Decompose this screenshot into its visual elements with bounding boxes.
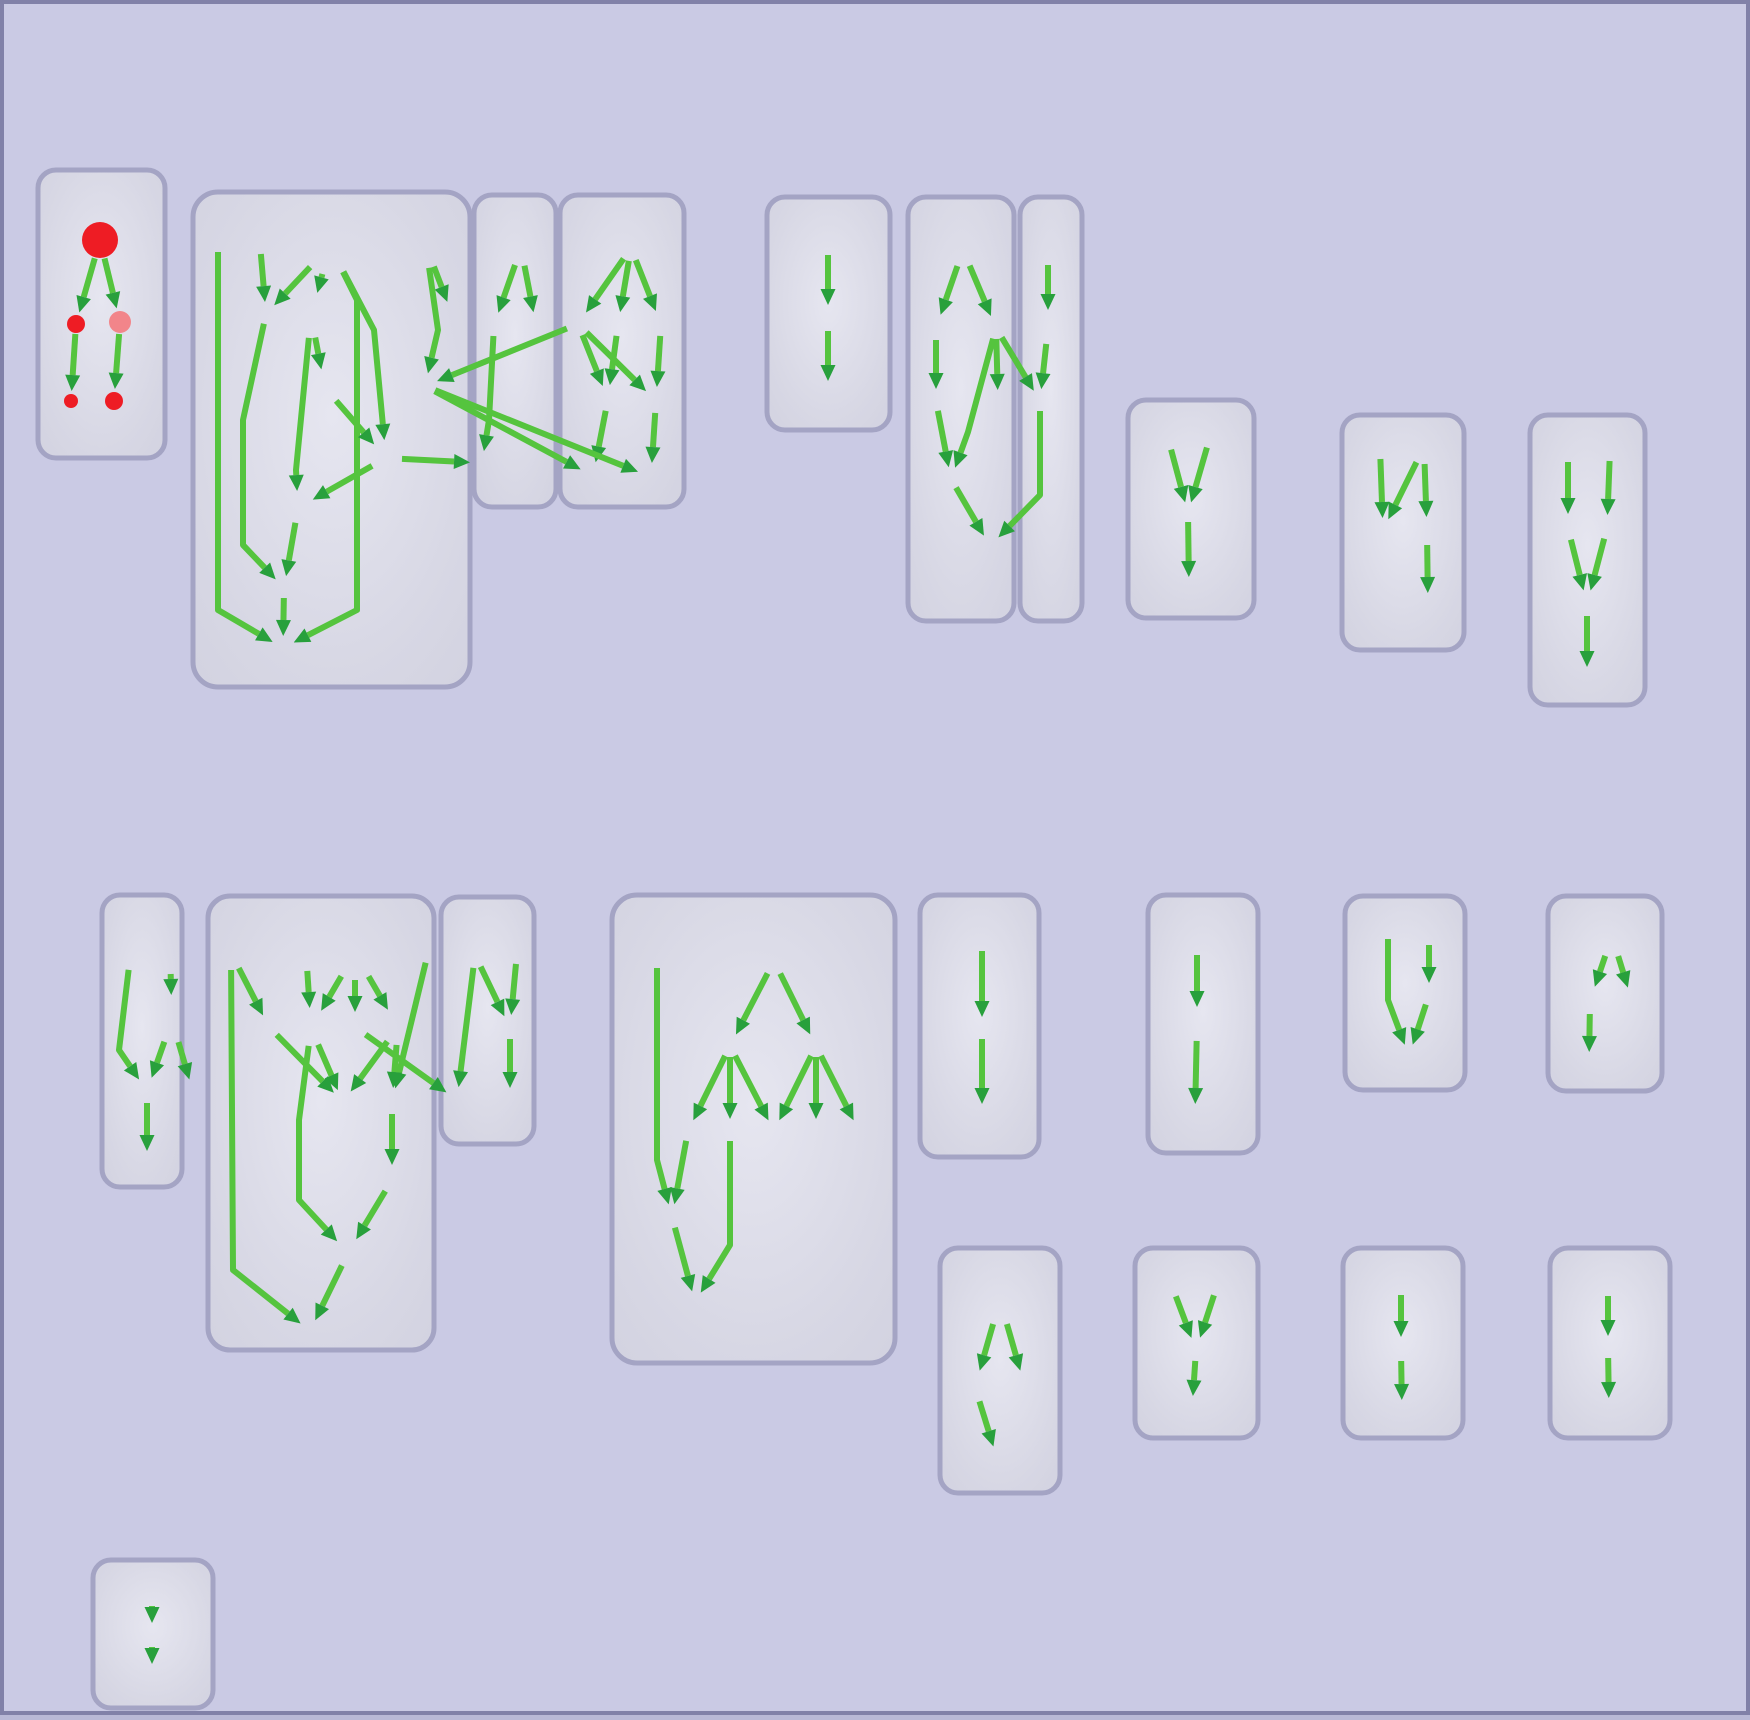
cross-edge xyxy=(402,459,454,462)
cluster-box-mito-protein-sorting xyxy=(1128,400,1254,618)
cluster-box-transcription-mf xyxy=(1550,1248,1670,1438)
go-node-a2 xyxy=(67,315,85,333)
edge xyxy=(1194,1361,1195,1380)
edge xyxy=(1188,522,1189,561)
edge xyxy=(261,254,264,286)
edge xyxy=(1425,464,1426,501)
cluster-box-ribosome xyxy=(908,197,1014,621)
go-node-a3 xyxy=(109,311,131,333)
cluster-box-nucleolus xyxy=(1345,896,1465,1090)
cluster-box-cell-cycle xyxy=(193,192,470,687)
cluster-box-transcription-cc-2 xyxy=(1343,1248,1463,1438)
edge xyxy=(1043,344,1046,373)
go-node-a5 xyxy=(105,392,123,410)
edge xyxy=(307,971,308,992)
cluster-box-trna-mf-small xyxy=(920,895,1039,1157)
cluster-box-ubiquitin xyxy=(560,195,684,507)
cluster-box-trna-bp xyxy=(441,897,534,1144)
edge xyxy=(513,964,516,999)
cluster-box-rrna-mrna xyxy=(208,896,434,1350)
cluster-box-protein-transport xyxy=(102,895,182,1187)
cluster-box-rna-processing-mf xyxy=(1148,895,1258,1153)
go-node-a4 xyxy=(64,394,78,408)
cluster-box-chromosome xyxy=(1135,1248,1258,1438)
edge xyxy=(116,334,119,373)
go-node-a1 xyxy=(82,222,118,258)
cluster-box-mt-cc xyxy=(38,170,165,458)
cluster-box-dna-metabolism xyxy=(940,1248,1060,1493)
cluster-box-nuclear-transport xyxy=(1342,415,1464,650)
cluster-box-ubiquitin-2 xyxy=(767,197,890,430)
cluster-box-transcription-cc-1 xyxy=(1548,896,1662,1091)
edge xyxy=(658,336,660,371)
edge xyxy=(653,413,655,447)
edge xyxy=(73,334,76,375)
edge xyxy=(315,338,318,354)
cluster-box-tight-junctions xyxy=(93,1560,213,1708)
edge xyxy=(996,339,997,374)
edge xyxy=(321,274,322,277)
edge xyxy=(1196,1041,1197,1088)
cluster-box-mitochondrion xyxy=(1020,197,1082,621)
edge xyxy=(1608,461,1609,499)
edge xyxy=(1380,459,1382,502)
